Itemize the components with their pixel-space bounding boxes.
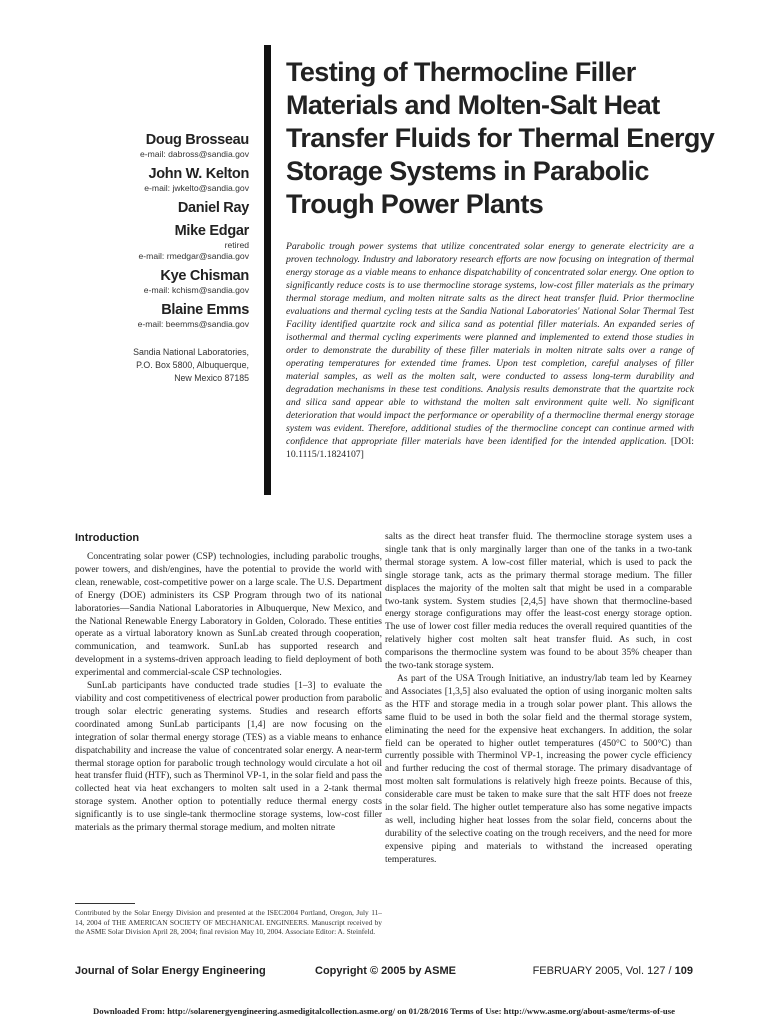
title-rule bbox=[264, 45, 271, 495]
footnote: Contributed by the Solar Energy Division and presented at the ISEC2004 Portland, Oregon, July 11–14, 2004 of THE AMERICAN SOCIETY OF MECHANICAL ENGINEERS. Manuscript received by the ASME Solar Division April 28, 2004; final revision May 10, 2004. Associate Editor: A. Steinfeld. bbox=[75, 908, 382, 937]
affiliation bbox=[60, 346, 249, 385]
journal-name: Journal of Solar Energy Engineering bbox=[75, 965, 266, 977]
paragraph: SunLab participants have conducted trade studies [1–3] to evaluate the viability and cost competitiveness of electrical power production from parabolic trough solar electric generating systems. Studies and research efforts coordinated among SunLab participants [1,4] are now focusing on the integration of solar thermal energy storage (TES) as a viable means to enhance dispatchability and increase the value of concentrated solar energy. A near-term thermal storage option for parabolic trough technology would circulate a hot oil heat transfer fluid (HTF), such as Therminol VP-1, in the solar field and pass the collected heat via heat exchangers to molten salt used in a 2-tank thermal storage system. Another option to potentially reduce thermal energy costs significantly is to use single-tank thermocline storage systems, low-cost filler materials as the primary thermal storage medium, and molten nitrate bbox=[75, 681, 382, 834]
author-name: Doug Brosseau bbox=[145, 132, 249, 148]
paragraph: salts as the direct heat transfer fluid. The thermocline storage system uses a single tank that is only marginally larger than one of the tanks in a two-tank thermal storage system. A low-cost filler material, which is used to pack the single storage tank, acts as the primary thermal storage medium. The filler displaces the majority of the molten salt that might be used in a comparable two-tank system. System studies [2,4,5] have shown that thermocline-based energy storage configurations may offer the least-cost energy storage option. The use of lower cost filler media reduces the overall required quantities of the relatively higher cost molten salt heat transfer fluid. As such, in cost comparisons the thermocline system was found to be about 35% cheaper than the two-tank storage system. bbox=[385, 532, 692, 672]
author-email[interactable]: e-mail: dabross@sandia.gov bbox=[139, 149, 249, 159]
affiliation-line: Sandia National Laboratories, bbox=[133, 347, 249, 357]
author-entry bbox=[60, 132, 249, 160]
author-entry bbox=[60, 223, 249, 262]
author-name: John W. Kelton bbox=[148, 166, 249, 182]
issue-label: FEBRUARY 2005, Vol. 127 / bbox=[532, 965, 672, 977]
affiliation-line: P.O. Box 5800, Albuquerque, bbox=[136, 360, 249, 370]
download-notice[interactable]: Downloaded From: http://solarenergyengineering.asmedigitalcollection.asme.org/ on 01/28/2016 Terms of Use: http://www.asme.org/about-asme/terms-of-use bbox=[93, 1006, 675, 1016]
author-email[interactable]: e-mail: rmedgar@sandia.gov bbox=[138, 251, 249, 261]
paragraph: Concentrating solar power (CSP) technologies, including parabolic troughs, power towers, and dish/engines, have the potential to provide the world with clean, renewable, cost-competitive power on a large scale. The U.S. Department of Energy (DOE) administers its CSP Program through two of its national laboratories—Sandia National Laboratories in Albuquerque, New Mexico, and the National Renewable Energy Laboratory in Golden, Colorado. These entities operate as a virtual laboratory known as SunLab created through cooperation, communication, and teamwork. SunLab has supported research and development in a systems-driven approach leading to field deployment of both experimental and commercial-scale CSP technologies. bbox=[75, 552, 382, 679]
author-email[interactable]: e-mail: jwkelto@sandia.gov bbox=[144, 183, 249, 193]
author-name: Kye Chisman bbox=[160, 268, 249, 284]
paragraph: As part of the USA Trough Initiative, an industry/lab team led by Kearney and Associates [1,3,5] also evaluated the option of using inorganic molten salts as the HTF and storage media in a trough solar power plant. This allows the same fluid to be used in both the solar field and the thermal storage system, eliminating the need for the expensive heat exchangers. In addition, the solar field can be operated to higher outlet temperatures (450°C to 500°C) than currently possible with Therminol VP-1, increasing the power cycle efficiency and further reducing the cost of thermal storage. The primary disadvantage of most molten salt formulations is relatively high freeze points. Because of this, considerable care must be taken to make sure that the salt HTF does not freeze in the solar field. The higher outlet temperature also has some negative impacts as well, including higher heat losses from the solar field, concerns about the durability of the selective coating on the trough receivers, and the need for more expensive piping and materials to withstand the increased operating temperatures. bbox=[385, 673, 692, 865]
author-entry bbox=[60, 200, 249, 217]
abstract-text: Parabolic trough power systems that utilize concentrated solar energy to generate electricity are a proven technology. Industry and laboratory research efforts are now focusing on integration of thermal energy storage as a viable means to enhance dispatchability of concentrated solar energy. One option to significantly reduce costs is to use thermocline storage systems, low-cost filler materials as the primary thermal storage medium, and molten nitrate salts as the direct heat transfer fluid. Prior thermocline evaluations and thermal cycling tests at the Sandia National Laboratories' National Solar Thermal Test Facility identified quartzite rock and silica sand as potential filler materials. An expanded series of isothermal and thermal cycling experiments were planned and implemented to extend those studies in order to demonstrate the durability of these filler materials in molten nitrate salts over a range of operating temperatures for extended time frames. Upon test completion, careful analyses of filler material samples, as well as the molten salt, were conducted to assess long-term durability and degradation mechanisms in these test conditions. Analysis results demonstrate that the quartzite rock and silica sand appear able to withstand the molten salt environment quite well. No significant deterioration that would impact the performance or operability of a thermocline thermal energy storage system was evident. Therefore, additional studies of the thermocline concept can continue armed with confidence that appropriate filler materials have been identified for the intended application. bbox=[286, 241, 694, 447]
paper-title: Testing of Thermocline Filler Materials and Molten-Salt Heat Transfer Fluids for Thermal Energy Storage Systems in Parabolic Trough Power Plants bbox=[286, 57, 715, 219]
author-email[interactable]: e-mail: kchism@sandia.gov bbox=[143, 285, 249, 295]
author-entry bbox=[60, 268, 249, 296]
copyright: Copyright © 2005 by ASME bbox=[315, 965, 456, 977]
issue-info bbox=[533, 965, 693, 977]
author-entry bbox=[60, 166, 249, 194]
author-name: Blaine Emms bbox=[161, 302, 249, 318]
author-note: retired bbox=[224, 240, 249, 250]
body-column-right bbox=[385, 531, 692, 867]
body-column-left bbox=[75, 531, 382, 835]
author-email[interactable]: e-mail: beemms@sandia.gov bbox=[137, 319, 249, 329]
page-number: 109 bbox=[674, 965, 693, 977]
section-heading: Introduction bbox=[75, 532, 140, 544]
author-entry bbox=[60, 302, 249, 330]
affiliation-line: New Mexico 87185 bbox=[174, 373, 249, 383]
doi-link[interactable]: [DOI: 10.1115/1.1824107] bbox=[286, 436, 694, 460]
abstract bbox=[286, 240, 694, 461]
footnote-rule bbox=[75, 903, 135, 904]
author-name: Mike Edgar bbox=[174, 223, 249, 239]
author-list bbox=[60, 132, 249, 385]
author-name: Daniel Ray bbox=[177, 200, 249, 216]
